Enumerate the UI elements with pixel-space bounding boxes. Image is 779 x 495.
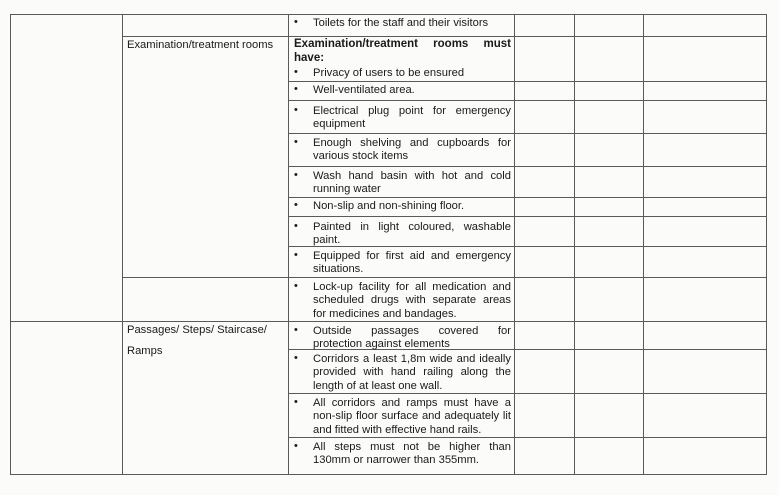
requirement-item: Electrical plug point for emergency equipment (313, 105, 511, 131)
requirement-item: Corridors a least 1,8m wide and ideally provided with hand railing along the length of at least one wall. (313, 353, 511, 392)
requirement-item: All steps must not be higher than 130mm or narrower than 355mm. (313, 441, 511, 467)
bullet: • (294, 352, 298, 364)
bullet: • (294, 104, 298, 116)
table-border-left (10, 14, 11, 475)
requirement-item: Painted in light coloured, washable paint. (313, 221, 511, 247)
requirement-item: Outside passages covered for protection against elements (313, 325, 511, 351)
column-divider (574, 14, 575, 475)
bullet: • (294, 66, 298, 78)
requirement-toilets: Toilets for the staff and their visitors (313, 17, 489, 29)
section-label-passages: Passages/ Steps/ Staircase/ (127, 324, 267, 336)
row-divider (288, 197, 767, 198)
table-border-right (766, 14, 767, 475)
section-label-examination: Examination/treatment rooms (127, 39, 274, 51)
row-divider (288, 81, 767, 82)
table-border-bottom (10, 474, 767, 475)
column-divider (514, 14, 515, 475)
table-border-top (10, 14, 767, 15)
bullet: • (294, 396, 298, 408)
section-label-passages-line2: Ramps (127, 345, 163, 357)
requirement-item: Wash hand basin with hot and cold running water (313, 170, 511, 196)
requirement-item: Lock-up facility for all medication and scheduled drugs with separate areas for medicines and bandages. (313, 281, 511, 320)
row-divider (288, 133, 767, 134)
column-divider (643, 14, 644, 475)
bullet: • (294, 324, 298, 336)
bullet: • (294, 136, 298, 148)
bullet: • (294, 83, 298, 95)
column-divider (288, 14, 289, 475)
requirement-item: Privacy of users to be ensured (313, 67, 465, 79)
row-divider (122, 277, 767, 278)
section-header-examination: Examination/treatment rooms must have: (294, 38, 511, 64)
bullet: • (294, 280, 298, 292)
row-divider (122, 36, 767, 37)
requirement-item: Enough shelving and cupboards for various stock items (313, 137, 511, 163)
bullet: • (294, 16, 298, 28)
row-divider (288, 100, 767, 101)
requirement-item: Equipped for first aid and emergency situations. (313, 250, 511, 276)
bullet: • (294, 220, 298, 232)
bullet: • (294, 199, 298, 211)
bullet: • (294, 169, 298, 181)
requirement-item: Non-slip and non-shining floor. (313, 200, 465, 212)
requirement-item: All corridors and ramps must have a non-slip floor surface and adequately lit and fitted with effective hand rails. (313, 397, 511, 436)
row-divider (288, 216, 767, 217)
bullet: • (294, 249, 298, 261)
bullet: • (294, 440, 298, 452)
requirement-item: Well-ventilated area. (313, 84, 415, 96)
column-divider (122, 14, 123, 475)
row-divider (288, 166, 767, 167)
